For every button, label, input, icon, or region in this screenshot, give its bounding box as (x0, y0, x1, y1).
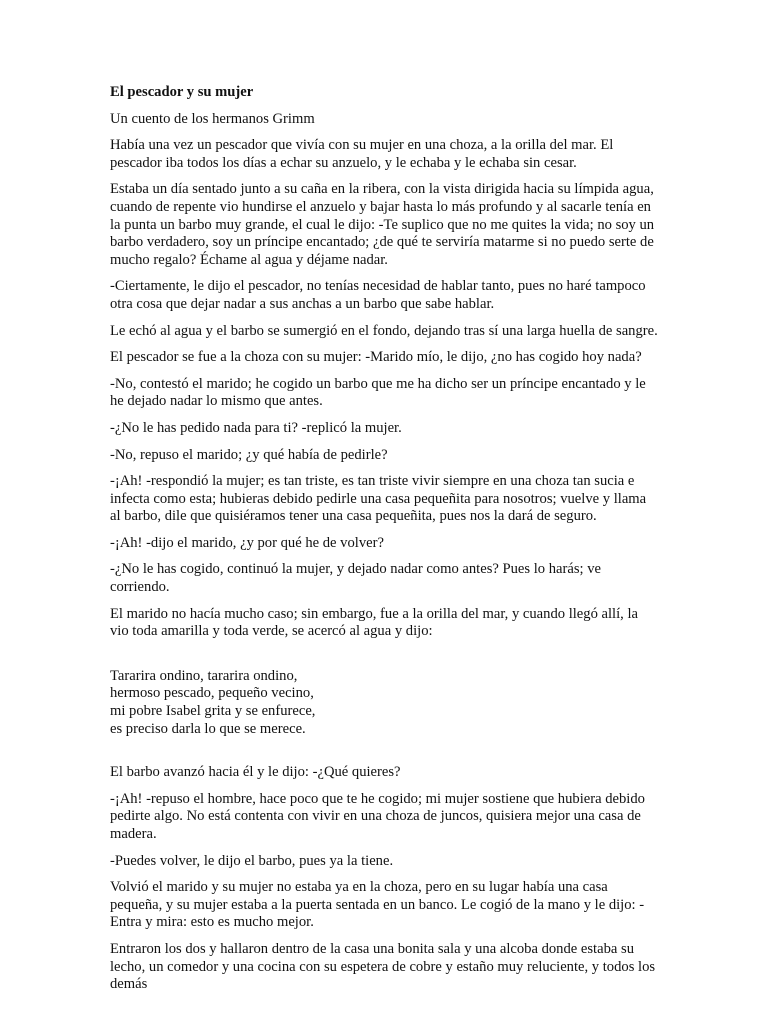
verse-line: mi pobre Isabel grita y se enfurece, (110, 703, 316, 720)
verse-line: es preciso darla lo que se merece. (110, 720, 306, 737)
document-page (110, 84, 658, 1003)
paragraph: El pescador se fue a la choza con su mujer: -Marido mío, le dijo, ¿no has cogido hoy nada? (110, 349, 642, 366)
verse-line: hermoso pescado, pequeño vecino, (110, 685, 314, 702)
document-title: El pescador y su mujer (110, 84, 254, 100)
paragraph: -¡Ah! -respondió la mujer; es tan triste, es tan triste vivir siempre en una choza tan sucia e infecta como esta; hubieras debido pedirle una casa pequeñita para nosotros; vuelve y llama al barbo, dile que quisiéramos tener una casa pequeñita, pues nos la dará de seguro. (110, 473, 647, 525)
paragraph: -¡Ah! -repuso el hombre, hace poco que te he cogido; mi mujer sostiene que hubiera debido pedirte algo. No está contenta con vivir en una choza de juncos, quisiera mejor una casa de madera. (110, 790, 645, 842)
document-subtitle: Un cuento de los hermanos Grimm (110, 110, 315, 127)
verse-line: Tararira ondino, tararira ondino, (110, 667, 298, 684)
paragraph: Le echó al agua y el barbo se sumergió en el fondo, dejando tras sí una larga huella de sangre. (110, 322, 658, 339)
paragraph: -No, repuso el marido; ¿y qué había de pedirle? (110, 446, 388, 463)
verse-block (110, 668, 658, 738)
paragraph: -¿No le has pedido nada para ti? -replicó la mujer. (110, 419, 402, 436)
paragraph: -¡Ah! -dijo el marido, ¿y por qué he de volver? (110, 534, 384, 551)
paragraph: Entraron los dos y hallaron dentro de la casa una bonita sala y una alcoba donde estaba su lecho, un comedor y una cocina con su espetera de cobre y estaño muy reluciente, y todos los demás (110, 940, 656, 993)
paragraph: Estaba un día sentado junto a su caña en la ribera, con la vista dirigida hacia su límpida agua, cuando de repente vio hundirse el anzuelo y bajar hasta lo más profundo y al sacarle tenía en la punta un barbo muy grande, el cual le dijo: -Te suplico que no me quites la vida; no soy un barbo verdadero, soy un príncipe encantado; ¿de qué te serviría matarme si no puedo serte de mucho regalo? Échame al agua y déjame nadar. (110, 181, 655, 268)
paragraph: -¿No le has cogido, continuó la mujer, y dejado nadar como antes? Pues lo harás; ve corriendo. (110, 561, 601, 596)
paragraph: -Ciertamente, le dijo el pescador, no tenías necesidad de hablar tanto, pues no haré tampoco otra cosa que dejar nadar a sus anchas a un barbo que sabe hablar. (110, 278, 646, 312)
paragraph: El barbo avanzó hacia él y le dijo: -¿Qué quieres? (110, 764, 401, 781)
paragraph: Volvió el marido y su mujer no estaba ya en la choza, pero en su lugar había una casa pequeña, y su mujer estaba a la puerta sentada en un banco. Le cogió de la mano y le dijo: -Entra y mira: esto es mucho mejor. (110, 879, 645, 931)
paragraph: -No, contestó el marido; he cogido un barbo que me ha dicho ser un príncipe encantado y le he dejado nadar lo mismo que antes. (110, 375, 646, 410)
paragraph: Había una vez un pescador que vivía con su mujer en una choza, a la orilla del mar. El pescador iba todos los días a echar su anzuelo, y le echaba y le echaba sin cesar. (110, 137, 614, 171)
paragraph: El marido no hacía mucho caso; sin embargo, fue a la orilla del mar, y cuando llegó allí, la vio toda amarilla y toda verde, se acercó al agua y dijo: (110, 605, 638, 640)
paragraph: -Puedes volver, le dijo el barbo, pues ya la tiene. (110, 852, 394, 869)
